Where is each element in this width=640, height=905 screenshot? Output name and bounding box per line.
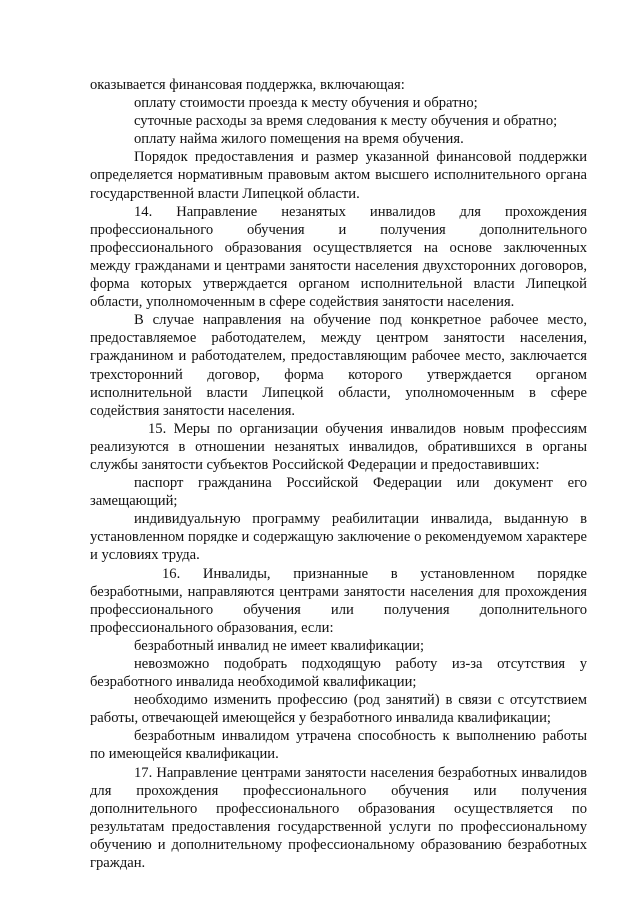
- document-page: [90, 76, 587, 872]
- paragraph-item-14: 14. Направление незанятых инвалидов для прохождения профессионального обучения и получения дополнительного профессионального образования осуществляется на основе заключенных между гражданами и центрами занятости населения двухсторонних договоров, форма которых утверждается органом исполнительной власти Липецкой области, уполномоченным в сфере содействия занятости населения.: [90, 203, 587, 311]
- list-item-daily-expenses: суточные расходы за время следования к месту обучения и обратно;: [134, 113, 558, 130]
- list-item-rehab-program: индивидуальную программу реабилитации инвалида, выданную в установленном порядке и содержащую заключение о рекомендуемом характере и условиях труда.: [90, 511, 587, 564]
- list-item-travel-cost: оплату стоимости проезда к месту обучения и обратно;: [134, 95, 478, 112]
- list-item-change-profession: необходимо изменить профессию (род занятий) в связи с отсутствием работы, отвечающей имеющейся у безработного инвалида квалификации;: [90, 692, 587, 727]
- paragraph-item-17: 17. Направление центрами занятости населения безработных инвалидов для прохождения профессионального обучения или получения дополнительного профессионального образования осуществляется по результатам предоставления государственной услуги по профессиональному обучению и дополнительному профессиональному образованию безработных граждан.: [90, 764, 587, 872]
- paragraph-continuation: оказывается финансовая поддержка, включающая:: [90, 77, 405, 93]
- list-item-lost-ability: безработным инвалидом утрачена способность к выполнению работы по имеющейся квалификации.: [90, 728, 587, 763]
- paragraph-support-order: Порядок предоставления и размер указанной финансовой поддержки определяется нормативным правовым актом высшего исполнительного органа государственной власти Липецкой области.: [90, 149, 587, 202]
- list-item-no-suitable-work: невозможно подобрать подходящую работу из-за отсутствия у безработного инвалида необходимой квалификации;: [90, 656, 587, 691]
- paragraph-item-15: 15. Меры по организации обучения инвалидов новым профессиям реализуются в отношении незанятых инвалидов, обратившихся в органы службы занятости субъектов Российской Федерации и предоставивших:: [90, 420, 587, 473]
- list-item-no-qualification: безработный инвалид не имеет квалификации;: [134, 637, 425, 654]
- list-item-housing: оплату найма жилого помещения на время обучения.: [134, 131, 464, 148]
- paragraph-item-16: 16. Инвалиды, признанные в установленном порядке безработными, направляются центрами занятости населения для прохождения профессионального обучения или получения дополнительного профессионального образования, если:: [90, 565, 587, 636]
- list-item-passport: паспорт гражданина Российской Федерации или документ его замещающий;: [90, 475, 587, 510]
- paragraph-item-14-tripartite: В случае направления на обучение под конкретное рабочее место, предоставляемое работодателем, между центром занятости населения, гражданином и работодателем, предоставляющим рабочее место, заключается трехсторонний договор, форма которого утверждается органом исполнительной власти Липецкой области, уполномоченным в сфере содействия занятости населения.: [90, 312, 587, 419]
